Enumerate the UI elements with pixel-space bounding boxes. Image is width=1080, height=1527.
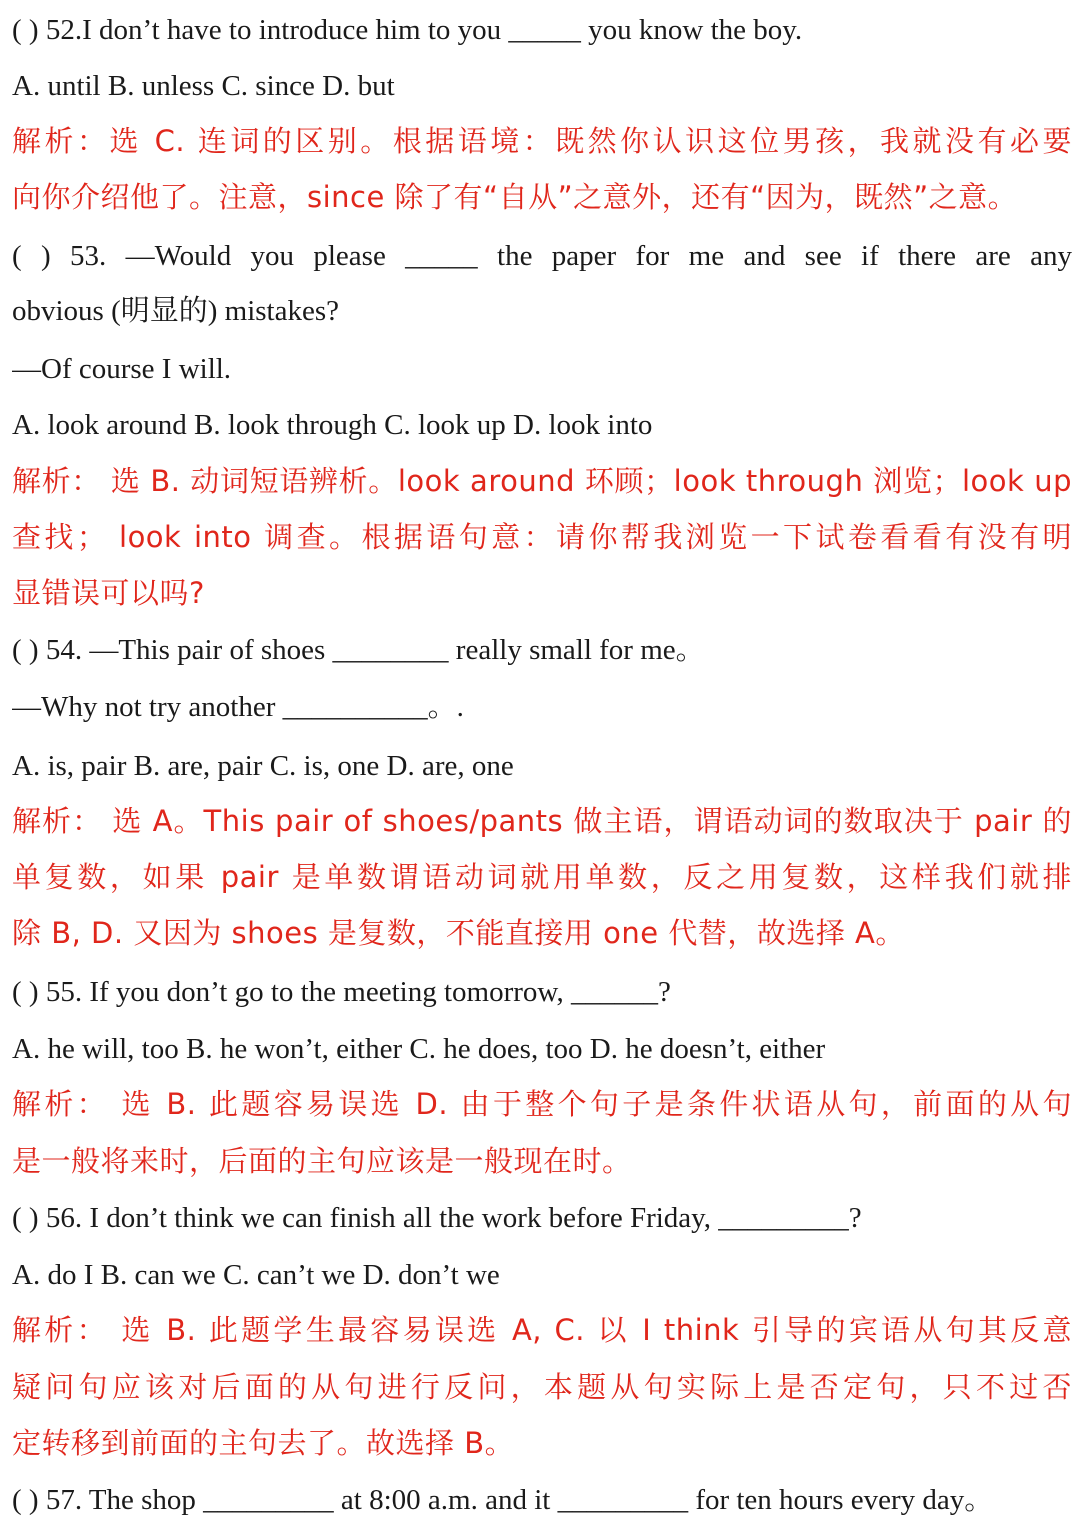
q54-reply: —Why not try another __________。. (12, 691, 464, 723)
q56-explanation-line-1: 解析： 选 B. 此题学生最容易误选 A, C. 以 I think 引导的宾语从句其反意 (12, 1313, 1072, 1347)
q54-explanation-line-2: 单复数，如果 pair 是单数谓语动词就用单数，反之用复数，这样我们就排 (12, 860, 1072, 894)
q53-explanation-line-1: 解析： 选 B. 动词短语辨析。look around 环顾；look through 浏览；look up (12, 464, 1072, 498)
q56-question: ( ) 56. I don’t think we can finish all the work before Friday, _________? (12, 1202, 862, 1234)
q53-question-line-1: ( ) 53. —Would you please _____ the paper for me and see if there are any (12, 240, 1072, 272)
q54-explanation-line-3: 除 B, D. 又因为 shoes 是复数，不能直接用 one 代替，故选择 A。 (12, 916, 905, 950)
q53-question-line-2: obvious (明显的) mistakes? (12, 295, 340, 327)
q54-question: ( ) 54. —This pair of shoes ________ really small for me。 (12, 634, 705, 666)
q52-question: ( ) 52.I don’t have to introduce him to you _____ you know the boy. (12, 14, 803, 46)
q55-options: A. he will, too B. he won’t, either C. he does, too D. he doesn’t, either (12, 1033, 826, 1065)
q55-question: ( ) 55. If you don’t go to the meeting tomorrow, ______? (12, 976, 671, 1008)
q53-explanation-line-2: 查找； look into 调查。根据语句意：请你帮我浏览一下试卷看看有没有明 (12, 520, 1072, 554)
q56-options: A. do I B. can we C. can’t we D. don’t we (12, 1259, 500, 1291)
q56-explanation-line-3: 定转移到前面的主句去了。故选择 B。 (12, 1426, 515, 1460)
q55-explanation-line-1: 解析： 选 B. 此题容易误选 D. 由于整个句子是条件状语从句，前面的从句 (12, 1087, 1072, 1121)
q53-explanation-line-3: 显错误可以吗? (12, 576, 205, 610)
q52-options: A. until B. unless C. since D. but (12, 70, 395, 102)
q53-options: A. look around B. look through C. look up D. look into (12, 409, 653, 441)
q54-explanation-line-1: 解析： 选 A。This pair of shoes/pants 做主语，谓语动词的数取决于 pair 的 (12, 804, 1072, 838)
q52-explanation-line-1: 解析：选 C. 连词的区别。根据语境：既然你认识这位男孩，我就没有必要 (12, 124, 1072, 158)
q57-question: ( ) 57. The shop _________ at 8:00 a.m. and it _________ for ten hours every day。 (12, 1484, 994, 1516)
q53-answer: —Of course I will. (12, 353, 232, 385)
q56-explanation-line-2: 疑问句应该对后面的从句进行反问，本题从句实际上是否定句，只不过否 (12, 1370, 1072, 1404)
q54-options: A. is, pair B. are, pair C. is, one D. are, one (12, 750, 514, 782)
q55-explanation-line-2: 是一般将来时，后面的主句应该是一般现在时。 (12, 1144, 632, 1178)
q52-explanation-line-2: 向你介绍他了。注意，since 除了有“自从”之意外，还有“因为，既然”之意。 (12, 180, 1018, 214)
